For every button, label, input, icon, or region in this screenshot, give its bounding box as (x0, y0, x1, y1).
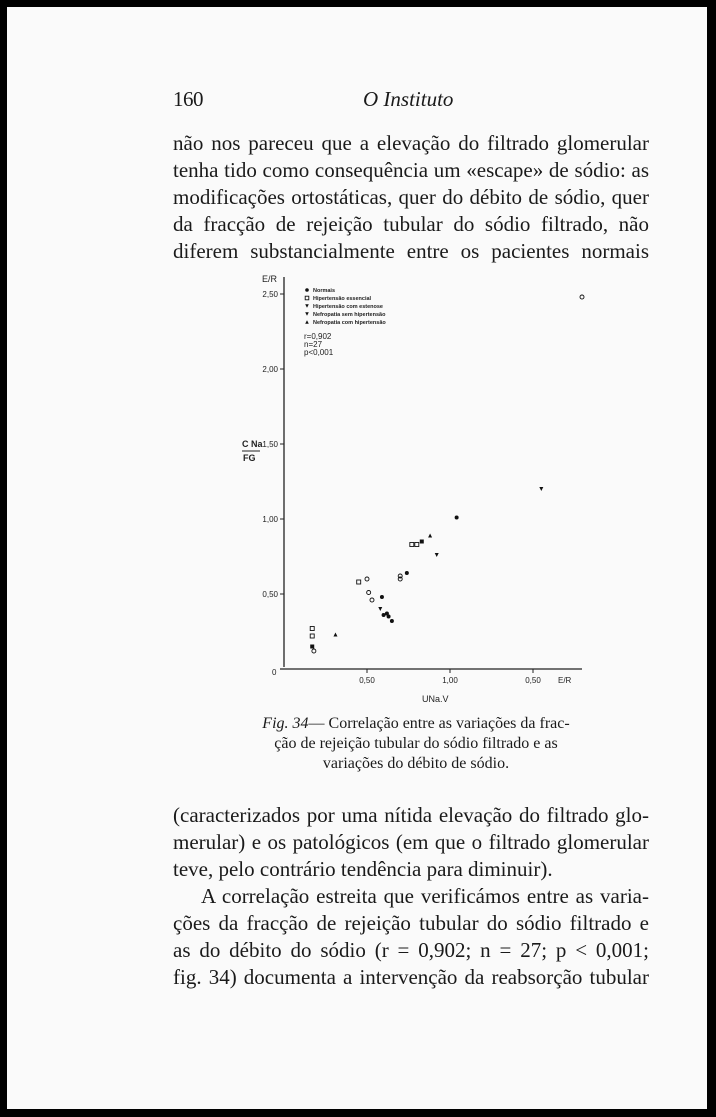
data-point (365, 577, 369, 581)
text-line: não nos pareceu que a elevação do filtrado glomerular (173, 131, 649, 155)
stat-line: r=0,902 (304, 332, 332, 341)
legend (305, 288, 386, 326)
scatter-chart (232, 267, 612, 707)
y-axis-label (242, 439, 263, 463)
legend-label: Hipertensão essencial (313, 296, 372, 302)
x-end-label: E/R (558, 676, 572, 685)
x-tick-label: 0,50 (525, 676, 541, 685)
data-point (367, 591, 371, 595)
data-point (312, 649, 316, 653)
data-point (420, 540, 424, 544)
legend-symbol (305, 304, 309, 308)
y-tick-label: 1,50 (262, 440, 278, 449)
x-tick-label: 1,00 (442, 676, 458, 685)
legend-label: Nefropatia sem hipertensão (313, 312, 386, 318)
legend-label: Hipertensão com estenose (313, 304, 383, 310)
text-line: tenha tido como consequência um «escape» de sódio: as (173, 158, 649, 182)
data-point (428, 534, 432, 538)
data-point (410, 543, 414, 547)
y-tick-label: 2,00 (262, 365, 278, 374)
y-tick-label: 1,00 (262, 515, 278, 524)
data-point (539, 487, 543, 491)
text-line: da fracção de rejeição tubular do sódio filtrado, não (173, 212, 649, 236)
stats-block (304, 332, 334, 357)
legend-symbol (305, 312, 309, 316)
x-axis-label: UNa.V (422, 694, 449, 704)
figure-caption (240, 714, 592, 774)
legend-label: Normais (313, 288, 336, 294)
caption-text: — Correlação entre as variações da frac- (308, 715, 570, 732)
data-point (310, 645, 314, 649)
data-point (415, 543, 419, 547)
legend-symbol (305, 288, 309, 292)
text-line: merular) e os patológicos (em que o filtrado glomerular (173, 830, 649, 854)
x-tick-label: 0,50 (359, 676, 375, 685)
data-point (310, 634, 314, 638)
data-point (405, 571, 409, 575)
text-line: modificações ortostáticas, quer do débito de sódio, quer (173, 185, 649, 209)
y-tick-label: 0,50 (262, 590, 278, 599)
data-point (357, 580, 361, 584)
caption-text: ção de rejeição tubular do sódio filtrado e as (274, 735, 558, 752)
data-point (310, 627, 314, 631)
text-line: as do débito do sódio (r = 0,902; n = 27; p < 0,001; (173, 938, 649, 962)
data-point (455, 516, 459, 520)
text-line: diferem substancialmente entre os pacientes normais (173, 239, 649, 263)
paragraph-2 (173, 802, 649, 991)
legend-symbol (305, 320, 309, 324)
page-number: 160 (173, 87, 203, 111)
text-line: fig. 34) documenta a intervenção da reabsorção tubular (173, 965, 649, 989)
legend-symbol (305, 296, 309, 300)
text-line: ções da fracção de rejeição tubular do sódio filtrado e (173, 911, 649, 935)
data-point (378, 607, 382, 611)
running-title: O Instituto (363, 87, 454, 111)
data-point (390, 619, 394, 623)
text-line: teve, pelo contrário tendência para diminuir). (173, 857, 553, 881)
y-label-denominator: FG (243, 453, 256, 463)
data-point (580, 295, 584, 299)
origin-label: 0 (272, 668, 277, 677)
y-tick-label: 2,50 (262, 290, 278, 299)
data-points (310, 295, 584, 653)
data-point (387, 615, 391, 619)
data-point (382, 613, 386, 617)
y-ticks (262, 290, 284, 599)
stat-line: p<0,001 (304, 348, 334, 357)
data-point (333, 633, 337, 637)
y-top-label: E/R (262, 274, 278, 284)
y-label-numerator: C Na (242, 439, 263, 449)
legend-label: Nefropatia com hipertensão (313, 320, 386, 326)
text-line: (caracterizados por uma nítida elevação do filtrado glo- (173, 803, 649, 827)
caption-text: variações do débito de sódio. (322, 755, 510, 772)
data-point (370, 598, 374, 602)
figure-label: Fig. 34 (262, 715, 309, 732)
document-page (7, 7, 707, 1109)
text-line: A correlação estreita que verificámos entre as varia- (201, 884, 649, 908)
paragraph-1 (173, 130, 649, 265)
data-point (380, 595, 384, 599)
stat-line: n=27 (304, 340, 323, 349)
x-ticks (359, 669, 541, 685)
data-point (435, 553, 439, 557)
